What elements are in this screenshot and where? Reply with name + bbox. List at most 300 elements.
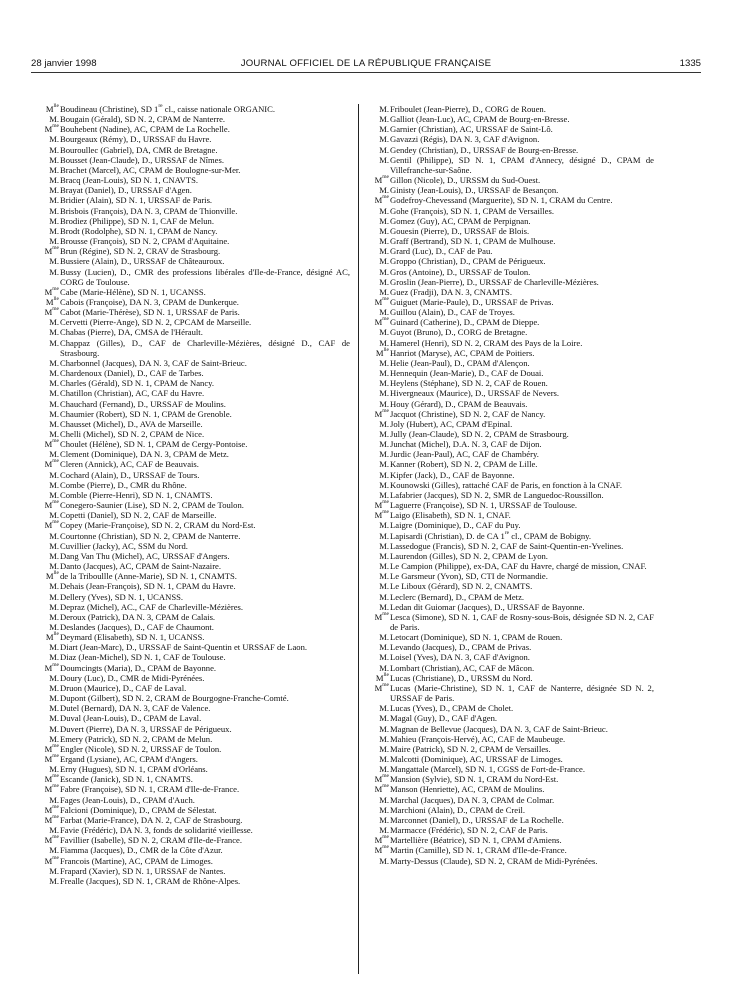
entry-title: M.: [49, 388, 59, 399]
entry-text: Dang Van Thu (Michel), AC, URSSAF d'Angers.: [60, 550, 230, 561]
entry-title: M.: [49, 317, 59, 328]
entry-text: Laurendon (Gilles), SD N. 2, CPAM de Lyon.: [390, 550, 548, 561]
entry-title: $M^{me}$: [44, 783, 59, 795]
entry-text: Heylens (Stéphane), SD N. 2, CAF de Rouen.: [390, 378, 548, 389]
entry-title: M.: [379, 581, 389, 592]
entry-text: Deroux (Patrick), DA N. 3, CPAM de Calais.: [60, 611, 216, 622]
list-entry: [368, 713, 654, 723]
entry-text: Copey (Marie-Françoise), SD N. 2, CRAM du Nord-Est.: [60, 520, 256, 531]
entry-title: M.: [49, 378, 59, 389]
list-entry: [38, 663, 350, 673]
list-entry: [38, 795, 350, 805]
entry-title: $M^{me}$: [44, 123, 59, 135]
list-entry: [38, 378, 350, 388]
entry-title: M.: [379, 134, 389, 145]
entry-title: M.: [379, 357, 389, 368]
entry-text: Marmacce (Frédéric), SD N. 2, CAF de Paris.: [390, 825, 548, 836]
list-entry: [368, 784, 654, 794]
entry-text: Leclerc (Bernard), D., CPAM de Metz.: [390, 591, 525, 602]
list-entry: [38, 703, 350, 713]
list-entry: [368, 490, 654, 500]
list-entry: [38, 856, 350, 866]
entry-text: Gouesin (Pierre), D., URSSAF de Blois.: [390, 225, 530, 236]
entry-title: M.: [49, 723, 59, 734]
list-entry: [38, 683, 350, 693]
list-entry: [368, 348, 654, 358]
entry-text: Chabas (Pierre), DA, CMSA de l'Hérault.: [60, 327, 203, 338]
list-entry: [368, 815, 654, 825]
list-entry: [38, 368, 350, 378]
header-title: JOURNAL OFFICIEL DE LA RÉPUBLIQUE FRANÇAISE: [240, 58, 492, 69]
entry-text: Hamerel (Henri), SD N. 2, CRAM des Pays de la Loire.: [390, 337, 583, 348]
list-entry: [38, 866, 350, 876]
entry-text: Cochard (Alain), D., URSSAF de Tours.: [60, 469, 200, 480]
entry-title: M.: [379, 530, 389, 541]
entry-text: Levando (Jacques), D., CPAM de Privas.: [390, 642, 532, 653]
entry-title: M.: [379, 225, 389, 236]
entry-title: $M^{me}$: [44, 753, 59, 764]
entry-title: M.: [379, 632, 389, 643]
list-entry: [38, 195, 350, 205]
entry-title: M.: [379, 266, 389, 277]
entry-text: Gohe (François), SD N. 1, CPAM de Versailles.: [390, 205, 554, 216]
left-column: [38, 104, 350, 886]
list-entry: [368, 195, 654, 205]
entry-text: Marconnet (Daniel), D., URSSAF de La Rochelle.: [390, 814, 564, 825]
entry-text: Hennequin (Jean-Marie), D., CAF de Douai.: [390, 368, 544, 379]
list-entry: [368, 683, 654, 703]
entry-text: Boudineau (Christine), SD 1re cl., caisse nationale ORGANIC.: [60, 103, 276, 114]
entry-title: M.: [379, 449, 389, 460]
list-entry: [368, 642, 654, 652]
entry-title: M.: [379, 368, 389, 379]
entry-title: M.: [379, 571, 389, 582]
list-entry: [38, 449, 350, 459]
list-entry: [38, 845, 350, 855]
entry-text: Erny (Hugues), SD N. 1, CPAM d'Orléans.: [60, 764, 208, 775]
entry-title: M.: [379, 236, 389, 247]
list-entry: [38, 327, 350, 337]
list-entry: [368, 287, 654, 297]
entry-text: Marchal (Jacques), DA N. 3, CPAM de Colmar.: [390, 794, 555, 805]
list-entry: [38, 145, 350, 155]
entry-text: Brodiez (Philippe), SD N. 1, CAF de Melun.: [60, 215, 214, 226]
entry-text: Malcotti (Dominique), AC, URSSAF de Limoges.: [390, 754, 563, 764]
list-entry: [368, 246, 654, 256]
entry-title: M.: [379, 561, 389, 572]
list-entry: [368, 226, 654, 236]
list-entry: [38, 652, 350, 662]
list-entry: [38, 439, 350, 449]
entry-title: M.: [49, 368, 59, 379]
entry-title: M.: [379, 794, 389, 805]
list-entry: [38, 531, 350, 541]
entry-title: M.: [49, 601, 59, 612]
entry-title: M.: [49, 703, 59, 714]
list-entry: [368, 470, 654, 480]
entry-text: Choulet (Hélène), SD N. 1, CPAM de Cergy-Pontoise.: [60, 439, 248, 450]
list-entry: [368, 856, 654, 866]
entry-text: Cuvillier (Jacky), AC, SSM du Nord.: [60, 540, 188, 551]
entry-title: M.: [49, 449, 59, 460]
entry-title: M.: [49, 154, 59, 165]
entry-title: $M^{me}$: [44, 519, 59, 531]
entry-text: Depraz (Michel), AC., CAF de Charleville-Mézières.: [60, 601, 244, 612]
entry-title: $M^{me}$: [374, 174, 389, 186]
list-entry: [38, 480, 350, 490]
entry-text: Marchioni (Alain), D., CPAM de Creil.: [390, 804, 526, 815]
entry-text: Chappaz (Gilles), D., CAF de Charleville-Mézières, désigné D., CAF de Strasbourg.: [60, 337, 350, 358]
entry-title: M.: [379, 489, 389, 500]
entry-title: M.: [379, 114, 389, 125]
list-entry: [368, 378, 654, 388]
list-entry: [38, 835, 350, 845]
list-entry: [38, 561, 350, 571]
entry-title: M.: [49, 825, 59, 836]
entry-text: Bouhebent (Nadine), AC, CPAM de La Rochelle.: [60, 124, 230, 135]
entry-text: Brousse (François), SD N. 2, CPAM d'Aquitaine.: [60, 236, 230, 247]
list-entry: [38, 256, 350, 266]
list-entry: [38, 409, 350, 419]
entry-title: M.: [49, 530, 59, 541]
entry-title: $M^{me}$: [44, 458, 59, 470]
list-entry: [368, 277, 654, 287]
entry-title: $M^{lle}$: [45, 631, 59, 643]
entry-title: M.: [379, 154, 389, 165]
entry-text: Grard (Luc), D., CAF de Pau.: [390, 246, 493, 257]
list-entry: [38, 419, 350, 429]
list-entry: [38, 358, 350, 368]
list-entry: [38, 226, 350, 236]
list-entry: [38, 175, 350, 185]
list-entry: [368, 104, 654, 114]
entry-title: M.: [49, 469, 59, 480]
list-entry: [368, 561, 654, 571]
entry-text: Gros (Antoine), D., URSSAF de Toulon.: [390, 266, 531, 277]
list-entry: [38, 744, 350, 754]
entry-title: M.: [379, 855, 389, 866]
entry-text: Dutel (Bernard), DA N. 3, CAF de Valence.: [60, 703, 211, 714]
entry-text: Dehais (Jean-François), SD N. 1, CPAM du Havre.: [60, 581, 236, 592]
list-entry: [38, 592, 350, 602]
list-entry: [38, 338, 350, 358]
list-entry: [38, 490, 350, 500]
entry-text: Bussy (Lucien), D., CMR des professions libérales d'Ile-de-France, désigné AC, CORG de Toulouse.: [60, 266, 350, 287]
entry-text: Chausset (Michel), D., AVA de Marseille.: [60, 418, 203, 429]
list-entry: [38, 206, 350, 216]
entry-text: Brayat (Daniel), D., URSSAF d'Agen.: [60, 185, 192, 196]
entry-text: Conegero-Saunier (Lise), SD N. 2, CPAM de Toulon.: [60, 500, 244, 511]
entry-title: M.: [49, 479, 59, 490]
entry-text: Hivergneaux (Maurice), D., URSSAF de Nevers.: [390, 388, 560, 399]
entry-text: Kipfer (Jack), D., CAF de Bayonne.: [390, 469, 515, 480]
entry-title: M.: [49, 621, 59, 632]
list-entry: [38, 459, 350, 469]
entry-title: M.: [49, 764, 59, 775]
entry-text: Groslin (Jean-Pierre), D., URSSAF de Charleville-Mézières.: [390, 276, 599, 287]
entry-title: $M^{me}$: [374, 407, 389, 419]
entry-title: $M^{me}$: [374, 844, 389, 856]
entry-title: M.: [379, 601, 389, 612]
list-entry: [368, 510, 654, 520]
entry-text: Guillou (Alain), D., CAF de Troyes.: [390, 307, 515, 318]
list-entry: [38, 104, 350, 114]
list-entry: [368, 571, 654, 581]
entry-title: M.: [379, 764, 389, 775]
entry-title: M.: [379, 286, 389, 297]
entry-text: Chauchard (Fernand), D., URSSAF de Moulins.: [60, 398, 226, 409]
list-entry: [368, 327, 654, 337]
entry-text: Le Campion (Philippe), ex-DA, CAF du Havre, chargé de mission, CNAF.: [390, 561, 647, 572]
list-entry: [38, 815, 350, 825]
entry-title: M.: [49, 713, 59, 724]
list-entry: [368, 734, 654, 744]
list-entry: [368, 317, 654, 327]
list-entry: [368, 256, 654, 266]
entry-text: Cervetti (Pierre-Ange), SD N. 2, CPCAM de Marseille.: [60, 317, 252, 328]
entry-text: Diart (Jean-Marc), D., URSSAF de Saint-Quentin et URSSAF de Laon.: [60, 642, 308, 653]
list-entry: [38, 185, 350, 195]
entry-text: Godefroy-Chevessand (Marguerite), SD N. 1, CRAM du Centre.: [390, 195, 613, 206]
list-entry: [368, 155, 654, 175]
list-entry: [368, 795, 654, 805]
page-header: [31, 58, 701, 72]
entry-text: Bracq (Jean-Louis), SD N. 1, CNAVTS.: [60, 175, 199, 186]
entry-title: M.: [379, 327, 389, 338]
entry-title: $M^{me}$: [44, 499, 59, 511]
entry-text: Diaz (Jean-Michel), SD N. 1, CAF de Toulouse.: [60, 652, 226, 663]
entry-text: Friboulet (Jean-Pierre), D., CORG de Rouen.: [390, 104, 546, 114]
entry-text: Bussiere (Alain), D., URSSAF de Châteauroux.: [60, 256, 225, 267]
entry-title: $M^{me}$: [44, 803, 59, 815]
entry-title: M.: [379, 429, 389, 439]
list-entry: [38, 734, 350, 744]
entry-title: M.: [379, 307, 389, 318]
list-entry: [368, 307, 654, 317]
entry-text: Cabois (Françoise), DA N. 3, CPAM de Dunkerque.: [60, 296, 239, 307]
list-entry: [368, 754, 654, 764]
list-entry: [368, 774, 654, 784]
entry-title: $M^{me}$: [44, 813, 59, 825]
entry-text: Cabot (Marie-Thérèse), SD N. 1, URSSAF de Paris.: [60, 307, 240, 318]
entry-text: Gendey (Christian), D., URSSAF de Bourg-en-Bresse.: [390, 144, 579, 155]
entry-text: Letocart (Dominique), SD N. 1, CPAM de Rouen.: [390, 632, 563, 643]
entry-text: Dupont (Gilbert), SD N. 2, CRAM de Bourgogne-Franche-Comté.: [60, 693, 289, 704]
list-entry: [368, 419, 654, 429]
entry-text: Brun (Régine), SD N. 2, CRAV de Strasbourg.: [60, 246, 221, 257]
entry-text: Gomez (Guy), AC, CPAM de Perpignan.: [390, 215, 531, 226]
header-rule: [31, 72, 701, 73]
entry-title: M.: [49, 642, 59, 653]
entry-text: Brisbois (François), DA N. 3, CPAM de Thionville.: [60, 205, 238, 216]
entry-text: Falcioni (Dominique), D., CPAM de Sélestat.: [60, 804, 217, 815]
entry-text: Magal (Guy), D., CAF d'Agen.: [390, 713, 498, 724]
entry-title: M.: [49, 144, 59, 155]
entry-title: $M^{me}$: [374, 834, 389, 846]
list-entry: [368, 236, 654, 246]
list-entry: [38, 388, 350, 398]
entry-text: Laigre (Dominique), D., CAF du Puy.: [390, 520, 521, 531]
list-entry: [38, 216, 350, 226]
entry-text: Chardenoux (Daniel), D., CAF de Tarbes.: [60, 368, 204, 379]
entry-title: M.: [379, 418, 389, 429]
entry-text: Maire (Patrick), SD N. 2, CPAM de Versailles.: [390, 743, 551, 754]
entry-title: M.: [379, 733, 389, 744]
entry-text: Lafabrier (Jacques), SD N. 2, SMR de Languedoc-Roussillon.: [390, 489, 604, 500]
entry-text: Bouroullec (Gabriel), DA, CMR de Bretagne.: [60, 144, 218, 155]
entry-title: M.: [379, 743, 389, 754]
right-column: [368, 104, 654, 866]
entry-text: Engler (Nicole), SD N. 2, URSSAF de Toulon.: [60, 743, 222, 754]
entry-title: M.: [49, 357, 59, 368]
entry-text: Magnan de Bellevue (Jacques), DA N. 3, CAF de Saint-Brieuc.: [390, 723, 608, 734]
entry-title: M.: [49, 337, 59, 348]
entry-text: Manson (Henriette), AC, CPAM de Moulins.: [390, 784, 545, 795]
entry-title: M.: [379, 246, 389, 257]
entry-title: M.: [379, 642, 389, 653]
entry-title: M.: [49, 733, 59, 744]
list-entry: [368, 216, 654, 226]
entry-title: M.: [379, 591, 389, 602]
entry-title: M.: [379, 662, 389, 673]
entry-text: Guinard (Catherine), D., CPAM de Dieppe.: [390, 317, 540, 328]
list-entry: [38, 155, 350, 165]
list-entry: [368, 531, 654, 541]
entry-text: Jully (Jean-Claude), SD N. 2, CPAM de Strasbourg.: [390, 429, 569, 439]
list-entry: [38, 632, 350, 642]
entry-text: Guyot (Bruno), D., CORG de Bretagne.: [390, 327, 528, 338]
entry-title: M.: [379, 124, 389, 135]
entry-title: M.: [379, 337, 389, 348]
list-entry: [368, 500, 654, 510]
list-entry: [368, 673, 654, 683]
entry-text: Marty-Dessus (Claude), SD N. 2, CRAM de Midi-Pyrénées.: [390, 855, 598, 866]
list-entry: [368, 592, 654, 602]
entry-title: $M^{me}$: [44, 773, 59, 785]
entry-text: Doury (Luc), D., CMR de Midi-Pyrénées.: [60, 672, 205, 683]
entry-title: $M^{me}$: [44, 285, 59, 297]
entry-text: Escande (Janick), SD N. 1, CNAMTS.: [60, 774, 193, 785]
entry-title: $M^{me}$: [374, 295, 389, 307]
entry-title: $M^{lle}$: [45, 103, 59, 114]
entry-title: M.: [49, 875, 59, 886]
list-entry: [368, 825, 654, 835]
entry-text: Favillier (Isabelle), SD N. 2, CRAM d'Ile-de-France.: [60, 835, 242, 846]
entry-title: M.: [49, 561, 59, 572]
list-entry: [368, 459, 654, 469]
entry-title: $M^{me}$: [44, 854, 59, 866]
entry-text: Francois (Martine), AC, CPAM de Limoges.: [60, 855, 213, 866]
entry-text: Comble (Pierre-Henri), SD N. 1, CNAMTS.: [60, 489, 213, 500]
entry-text: Gentil (Philippe), SD N. 1, CPAM d'Annecy, désigné D., CPAM de Villefranche-sur-Saône.: [390, 154, 654, 175]
entry-text: Helie (Jean-Paul), D., CPAM d'Alençon.: [390, 357, 530, 368]
header-page-number: 1335: [679, 58, 701, 69]
list-entry: [368, 764, 654, 774]
list-entry: [368, 409, 654, 419]
entry-title: M.: [49, 591, 59, 602]
list-entry: [38, 784, 350, 794]
list-entry: [368, 520, 654, 530]
entry-text: Brodt (Rodolphe), SD N. 1, CPAM de Nancy.: [60, 225, 218, 236]
entry-text: Charbonnel (Jacques), DA N. 3, CAF de Saint-Brieuc.: [60, 357, 247, 368]
entry-title: M.: [49, 550, 59, 561]
list-entry: [38, 642, 350, 652]
entry-title: $M^{me}$: [374, 610, 389, 622]
entry-text: Gavazzi (Régis), DA N. 3, CAF d'Avignon.: [390, 134, 540, 145]
entry-text: de la Triboullle (Anne-Marie), SD N. 1, CNAMTS.: [60, 571, 237, 582]
list-entry: [38, 825, 350, 835]
list-entry: [368, 185, 654, 195]
list-entry: [368, 358, 654, 368]
entry-title: M.: [379, 276, 389, 287]
list-entry: [368, 581, 654, 591]
entry-title: M.: [49, 672, 59, 683]
list-entry: [38, 724, 350, 734]
list-entry: [368, 744, 654, 754]
entry-text: Lucas (Marie-Christine), SD N. 1, CAF de Nanterre, désignée SD N. 2, URSSAF de Paris.: [390, 682, 654, 704]
entry-text: Mangattale (Marcel), SD N. 1, CGSS de Fort-de-France.: [390, 764, 585, 775]
entry-title: $M^{me}$: [44, 438, 59, 450]
entry-title: M.: [49, 418, 59, 429]
entry-text: Deymard (Elisabeth), SD N. 1, UCANSS.: [60, 632, 205, 643]
entry-title: M.: [379, 185, 389, 196]
entry-title: M.: [379, 825, 389, 836]
entry-title: $M^{me}$: [374, 194, 389, 206]
list-entry: [38, 551, 350, 561]
entry-title: $M^{me}$: [374, 509, 389, 521]
list-entry: [368, 663, 654, 673]
entry-title: M.: [379, 469, 389, 480]
list-entry: [368, 439, 654, 449]
list-entry: [38, 602, 350, 612]
entry-title: M.: [49, 236, 59, 247]
list-entry: [38, 571, 350, 581]
list-entry: [368, 541, 654, 551]
list-entry: [38, 581, 350, 591]
list-entry: [38, 510, 350, 520]
list-entry: [38, 541, 350, 551]
entry-title: M.: [379, 205, 389, 216]
list-entry: [38, 713, 350, 723]
list-entry: [368, 551, 654, 561]
entry-text: Farbat (Marie-France), DA N. 2, CAF de Strasbourg.: [60, 814, 243, 825]
entry-title: M.: [49, 652, 59, 663]
entry-text: Jacquot (Christine), SD N. 2, CAF de Nancy.: [390, 408, 546, 419]
header-date: 28 janvier 1998: [31, 58, 97, 69]
list-entry: [368, 145, 654, 155]
entry-text: Garnier (Christian), AC, URSSAF de Saint-Lô.: [390, 124, 553, 135]
entry-title: $M^{lle}$: [375, 671, 389, 683]
entry-text: Cabe (Marie-Hélène), SD N. 1, UCANSS.: [60, 286, 206, 297]
list-entry: [368, 612, 654, 632]
entry-text: Fabre (Françoise), SD N. 1, CRAM d'Ile-de-France.: [60, 784, 240, 795]
entry-text: Jurdic (Jean-Paul), AC, CAF de Chambéry.: [390, 449, 539, 460]
entry-title: M.: [49, 175, 59, 186]
entry-title: M.: [379, 713, 389, 724]
entry-text: Gillon (Nicole), D., URSSM du Sud-Ouest.: [390, 175, 541, 186]
list-entry: [38, 399, 350, 409]
entry-title: M.: [379, 550, 389, 561]
entry-title: M.: [379, 479, 389, 490]
entry-title: M.: [49, 398, 59, 409]
entry-title: $M^{me}$: [44, 306, 59, 318]
entry-title: M.: [379, 144, 389, 155]
list-entry: [38, 267, 350, 287]
list-entry: [38, 612, 350, 622]
list-entry: [38, 429, 350, 439]
entry-title: $M^{me}$: [374, 499, 389, 511]
entry-title: M.: [49, 266, 59, 277]
